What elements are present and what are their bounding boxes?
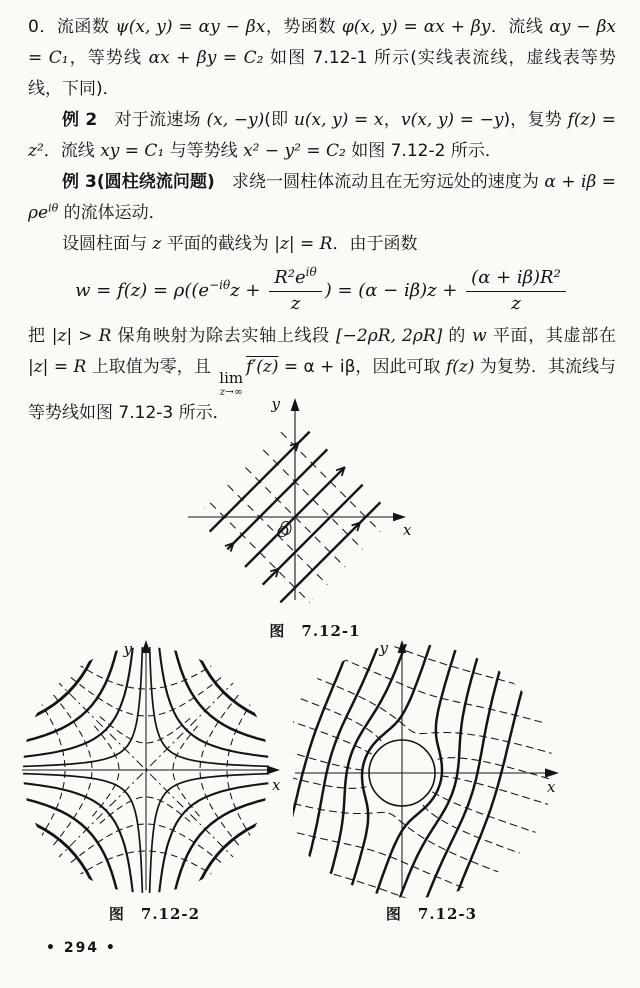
paragraph-example-3: 例 3(圆柱绕流问题) 求绕一圆柱体流动且在无穷远处的速度为 $\alpha + i\beta = \rho e^{i\theta}$ 的流体运动． [28,172,616,223]
equation-exponent-1: −iθ [209,278,231,292]
fraction-1-denominator: z [290,292,301,314]
fig1-origin-label: O [276,523,289,541]
fig1-x-axis-label: x [403,521,412,539]
fig3-caption: 图 7.12-3 [385,905,478,923]
paragraph-setup: 设圆柱面与 z 平面的截线为 |z| = R．由于函数 [62,234,418,254]
fig3-x-axis-label: x [547,778,556,796]
display-equation [28,267,616,315]
equation-mid: ) = (α − iβ)z + [324,280,464,301]
fraction-1 [269,267,321,315]
fig1-caption: 图 7.12-1 [269,622,361,640]
body-text [28,12,616,429]
fig1-grid [148,394,453,618]
figure-7-12-3-plot [293,638,570,901]
fig1-y-axis-label: y [271,395,280,413]
paragraph-1: 0．流函数 ψ(x, y) = αy − βx，势函数 φ(x, y) = αx + βy．流线 αy − βx = C₁，等势线 αx + βy = C₂ 如图 7.12-1 所示(实线表流线，虚线表等势线，下同)． [28,17,616,99]
figure-7-12-1 [148,394,482,641]
fraction-2 [466,267,566,315]
fraction-2-numerator: (α + iβ)R² [466,267,566,292]
figure-7-12-1-plot [148,394,482,618]
fig2-x-axis-label: x [272,776,281,794]
page-number: • 294 • [46,940,117,956]
paragraph-example-2: 例 2 对于流速场 (x, −y)(即 u(x, y) = x，v(x, y) = −y)，复势 f(z) = z²．流线 xy = C₁ 与等势线 x² − y² = C₂ 如图 7.12-2 所示． [28,110,617,161]
figure-7-12-2 [16,638,293,924]
fig1-axes [188,398,406,600]
fig2-caption: 图 7.12-2 [108,905,201,923]
equation-term-1: z + [230,280,267,301]
fraction-1-numerator: R²e [274,267,306,288]
fraction-2-denominator: z [511,292,521,314]
figure-7-12-3 [293,638,570,924]
fraction-1-numerator-exponent: iθ [305,265,317,279]
equation-lhs: w = f(z) = ρ((e [75,280,210,301]
fig2-y-axis-label: y [123,640,132,658]
paragraph-conclusion: 把 |z| > R 保角映射为除去实轴上线段 [−2ρR, 2ρR] 的 w 平面，其虚部在 |z| = R 上取值为零，且 lim z→∞ f′(z) = α + iβ，因此可取 f(z) 为复势．其流线与等势线如图 7.12-3 所示． [28,326,616,423]
figure-7-12-2-plot [16,638,293,901]
fig3-y-axis-label: y [379,639,388,657]
